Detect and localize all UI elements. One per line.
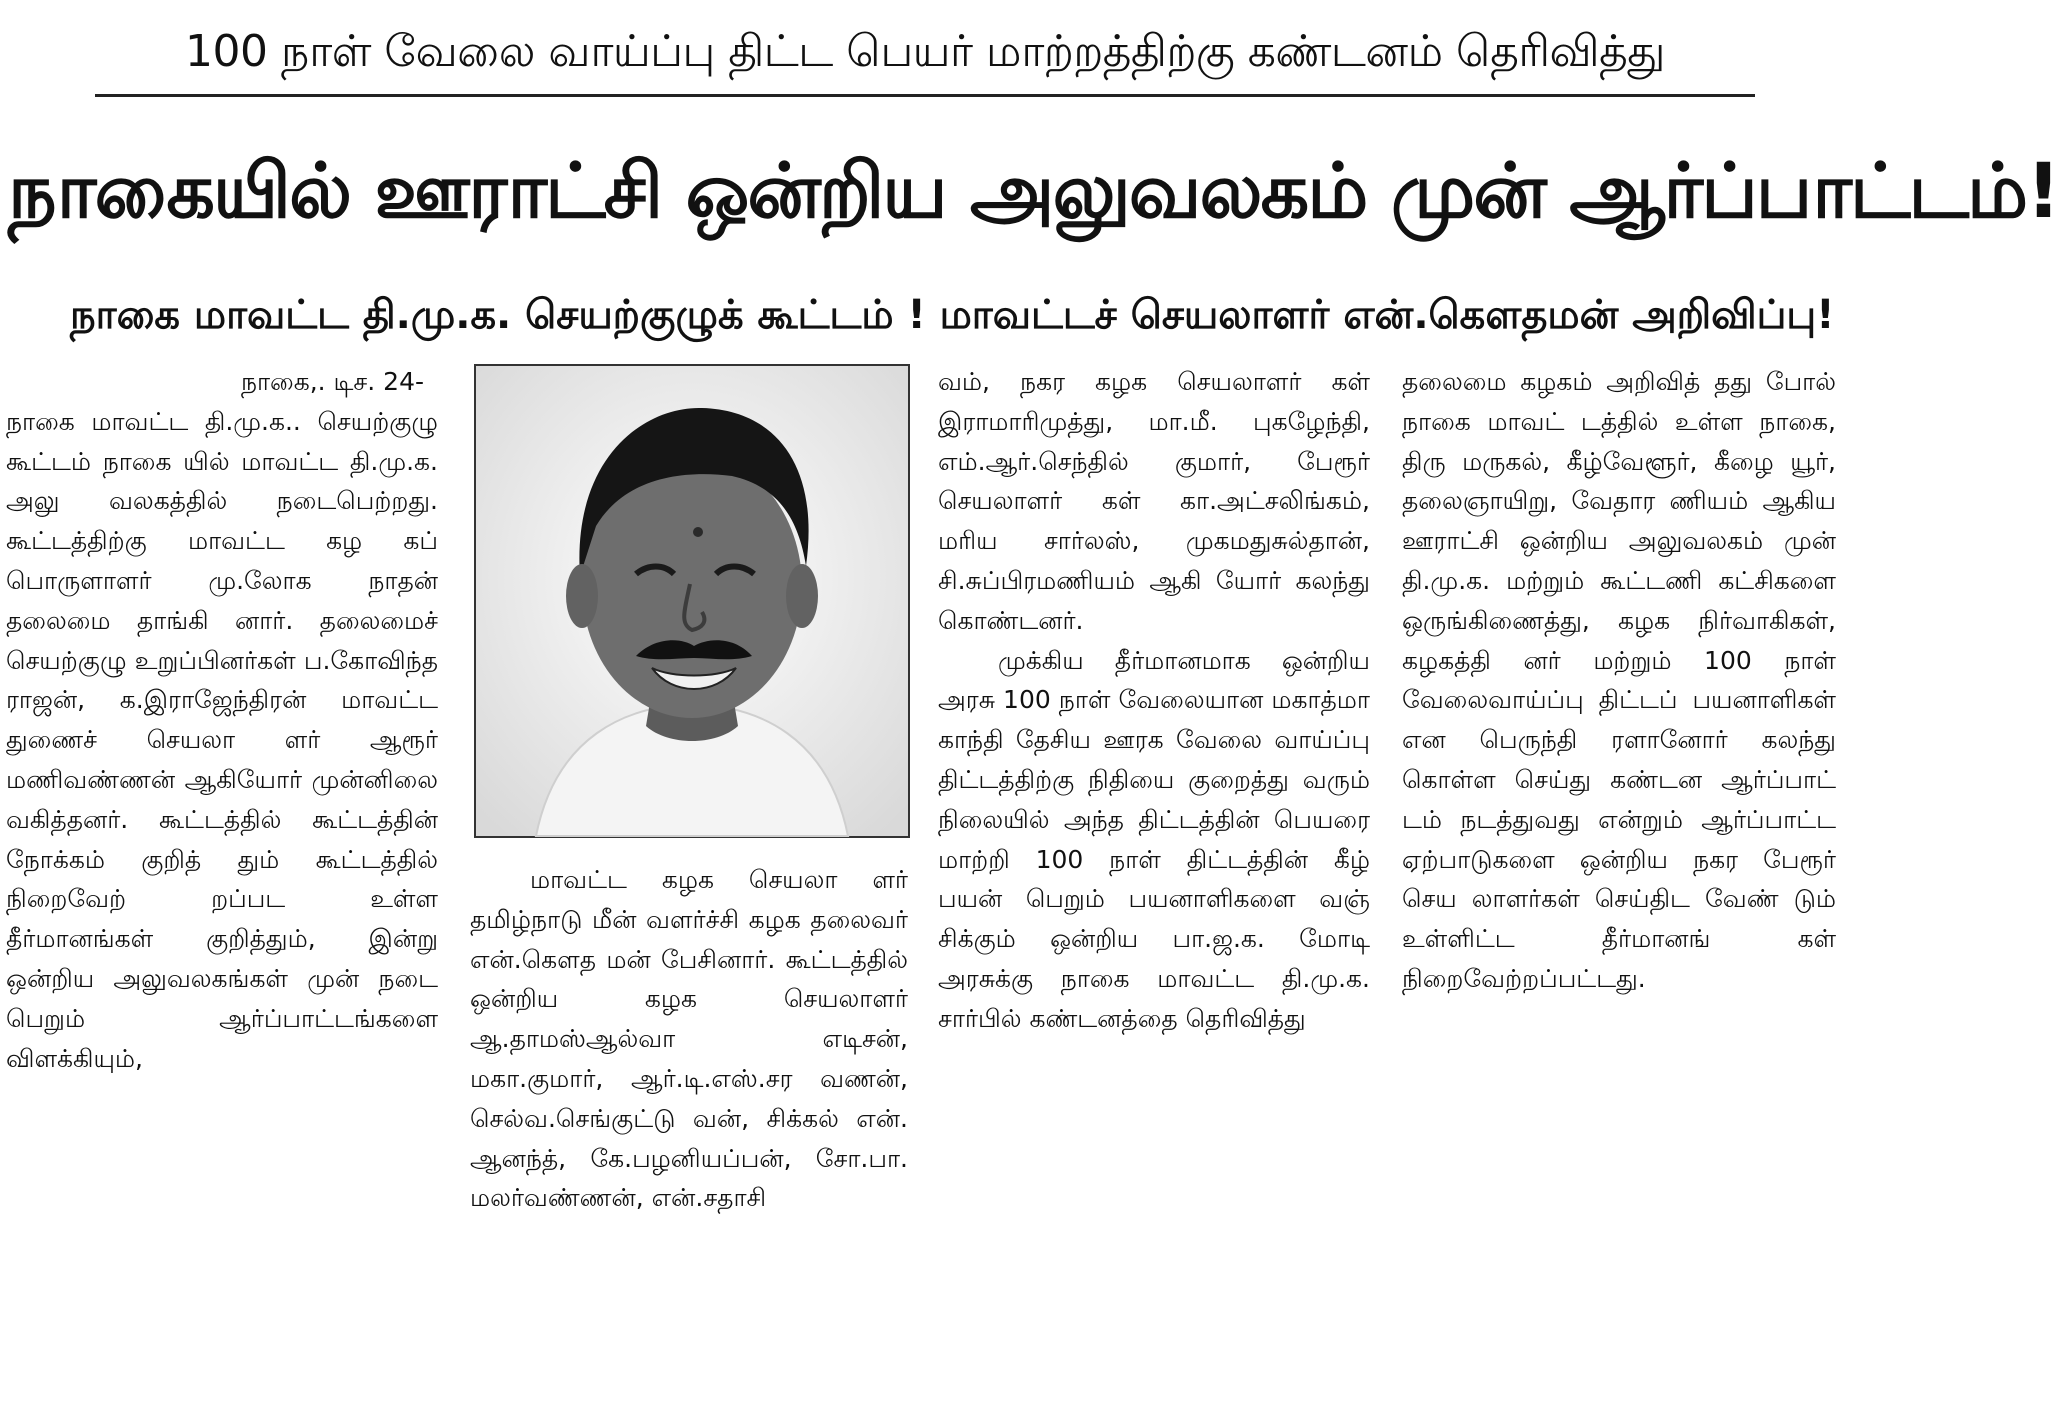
article-column-3: [938, 362, 1370, 1402]
column-3-text-a: வம், நகர கழக செயலாளர் கள் இராமாரிமுத்து, மா.மீ. புகழேந்தி, எம்.ஆர்.செந்தில் குமார், பேரூர் செயலாளர் கள் கா.அட்சலிங்கம், மரிய சார்லஸ், முகமதுசுல்தான், சி.சுப்பிரமணியம் ஆகி யோர் கலந்து கொண்டனர்.: [938, 367, 1370, 635]
main-headline: நாகையில் ஊராட்சி ஒன்றிய அலுவலகம் முன் ஆர்ப்பாட்டம்!: [8, 146, 2059, 235]
column-1-text: நாகை மாவட்ட தி.மு.க.. செயற்குழு கூட்டம் நாகை யில் மாவட்ட தி.மு.க. அலு வலகத்தில் நடைபெற்றது. கூட்டத்திற்கு மாவட்ட கழ கப் பொருளாளர் மு.லோக நாதன் தலைமை தாங்கி னார். தலைமைச் செயற்குழு உறுப்பினர்கள் ப.கோவிந்த ராஜன், க.இராஜேந்திரன் மாவட்ட துணைச் செயலா ளர் ஆரூர் மணிவண்ணன் ஆகியோர் முன்னிலை வகித்தனர். கூட்டத்தில் கூட்டத்தின் நோக்கம் குறித் தும் கூட்டத்தில் நிறைவேற் றப்பட உள்ள தீர்மானங்கள் குறித்தும், இன்று ஒன்றிய அலுவலகங்கள் முன் நடை பெறும் ஆர்ப்பாட்டங்களை விளக்கியும்,: [6, 406, 438, 1073]
column-4-text: தலைமை கழகம் அறிவித் தது போல் நாகை மாவட் டத்தில் உள்ள நாகை, திரு மருகல், கீழ்வேளூர், கீழை யூர், தலைஞாயிறு, வேதார ணியம் ஆகிய ஊராட்சி ஒன்றிய அலுவலகம் முன் தி.மு.க. மற்றும் கூட்டணி கட்சிகளை ஒருங்கிணைத்து, கழக நிர்வாகிகள், கழகத்தி னர் மற்றும் 100 நாள் வேலைவாய்ப்பு திட்டப் பயனாளிகள் என பெருந்தி ரளானோர் கலந்து கொள்ள செய்து கண்டன ஆர்ப்பாட் டம் நடத்துவது என்றும் ஆர்ப்பாட்ட ஏற்பாடுகளை ஒன்றிய நகர பேரூர் செய லாளர்கள் செய்திட வேண் டும் உள்ளிட்ட தீர்மானங் கள் நிறைவேற்றப்பட்டது.: [1402, 367, 1836, 993]
kicker-headline: 100 நாள் வேலை வாய்ப்பு திட்ட பெயர் மாற்றத்திற்கு கண்டனம் தெரிவித்து: [185, 26, 1665, 77]
kicker-divider: [95, 94, 1755, 97]
dateline: நாகை,. டிச. 24-: [240, 367, 424, 396]
portrait-photo: [474, 364, 910, 838]
column-3-text-b: முக்கிய தீர்மானமாக ஒன்றிய அரசு 100 நாள் வேலையான மகாத்மா காந்தி தேசிய ஊரக வேலை வாய்ப்பு திட்டத்திற்கு நிதியை குறைத்து வரும் நிலையில் அந்த திட்டத்தின் பெயரை மாற்றி 100 நாள் திட்டத்தின் கீழ் பயன் பெறும் பயனாளிகளை வஞ் சிக்கும் ஒன்றிய பா.ஜ.க. மோடி அரசுக்கு நாகை மாவட்ட தி.மு.க. சார்பில் கண்டனத்தை தெரிவித்து: [938, 645, 1370, 1033]
portrait-photo-icon: [476, 366, 908, 836]
article-column-1: [6, 362, 438, 1402]
article-column-4: [1402, 362, 1836, 1402]
sub-headline: நாகை மாவட்ட தி.மு.க. செயற்குழுக் கூட்டம் ! மாவட்டச் செயலாளர் என்.கௌதமன் அறிவிப்பு!: [70, 292, 1835, 338]
article-column-2: [470, 860, 908, 1402]
column-2-text: மாவட்ட கழக செயலா ளர் தமிழ்நாடு மீன் வளர்ச்சி கழக தலைவர் என்.கௌத மன் பேசினார். கூட்டத்தில் ஒன்றிய கழக செயலாளர் ஆ.தாமஸ்ஆல்வா எடிசன், மகா.குமார், ஆர்.டி.எஸ்.சர வணன், செல்வ.செங்குட்டு வன், சிக்கல் என். ஆனந்த், கே.பழனியப்பன், சோ.பா. மலர்வண்ணன், என்.சதாசி: [470, 865, 908, 1213]
